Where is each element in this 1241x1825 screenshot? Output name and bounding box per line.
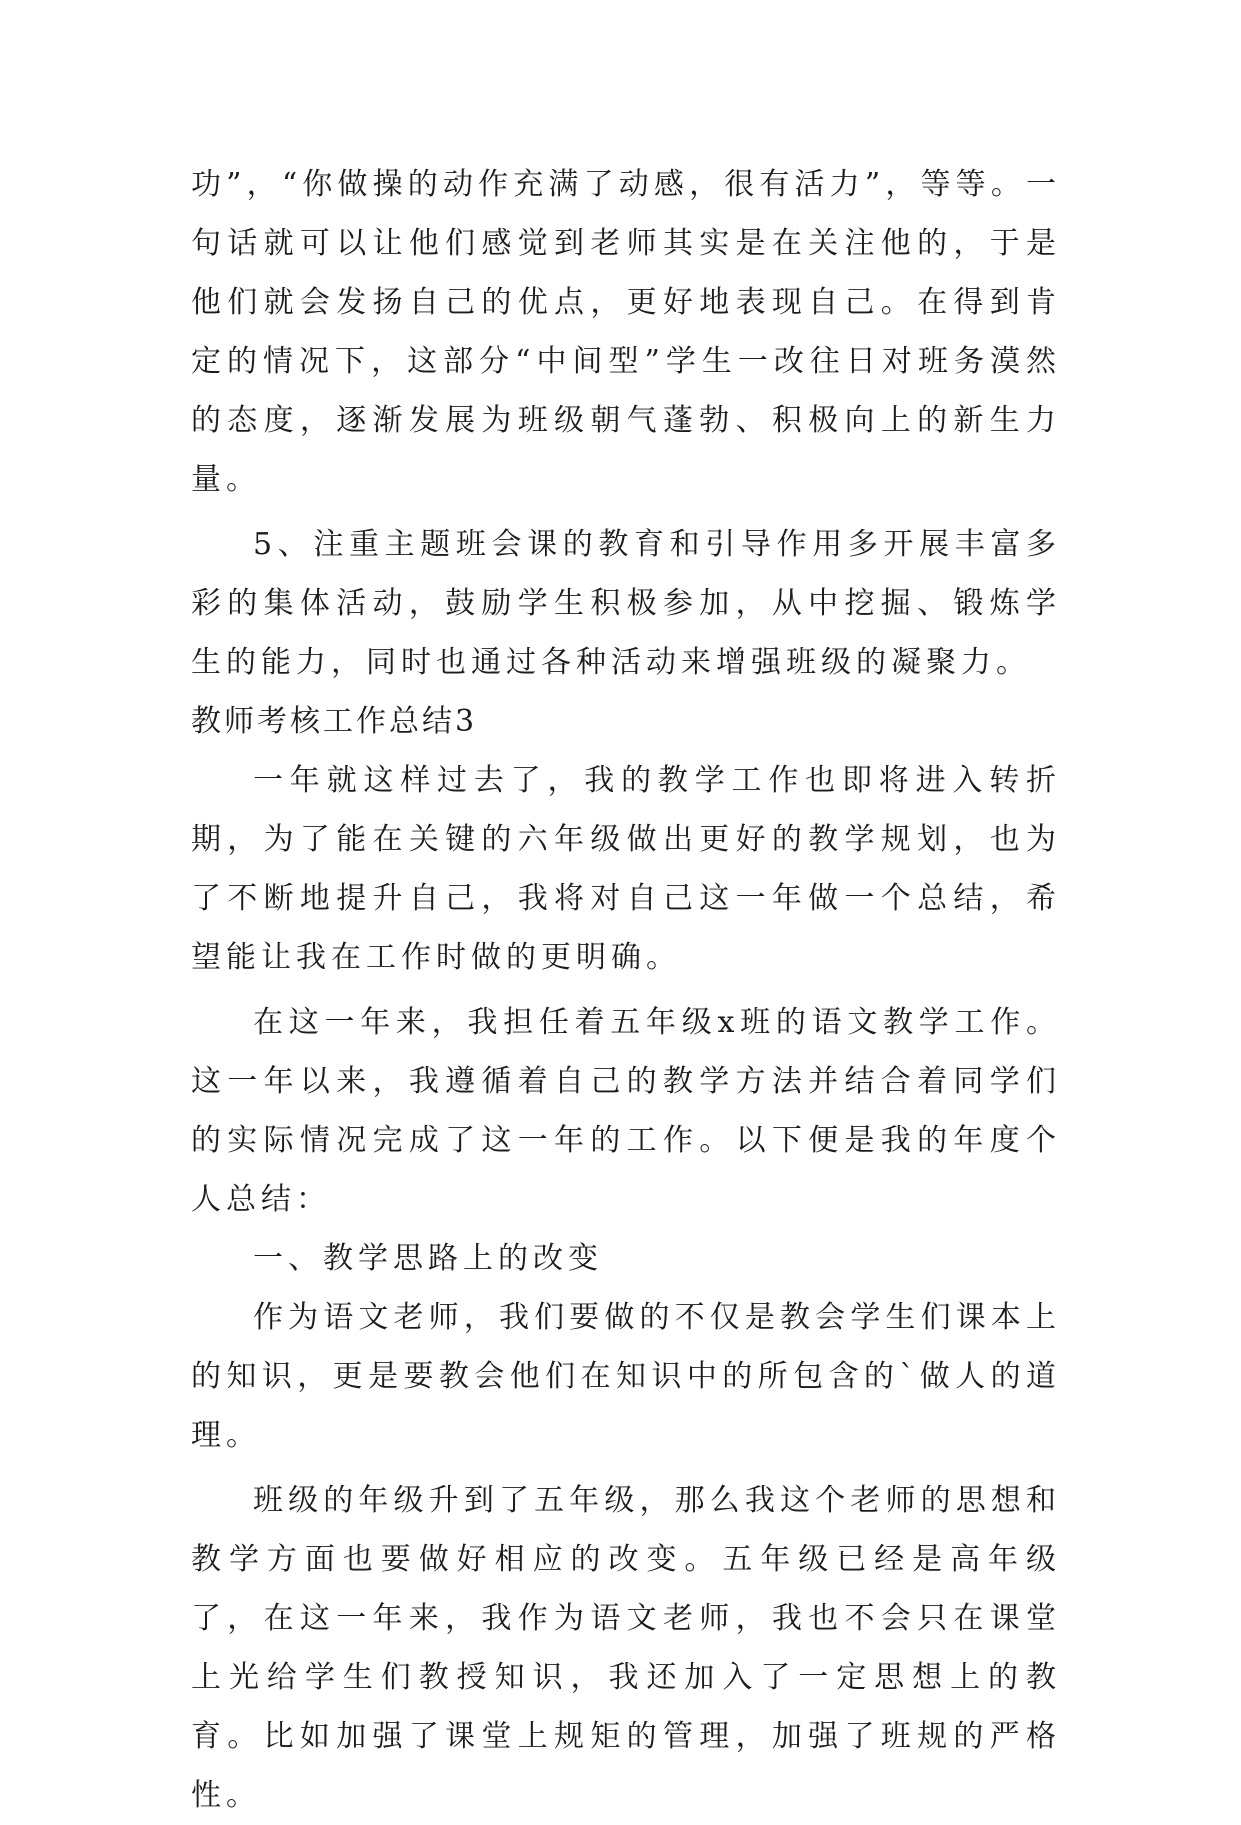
paragraph-role: 在这一年来，我担任着五年级x班的语文教学工作。这一年以来，我遵循着自己的教学方法并结合着同学们的实际情况完成了这一年的工作。以下便是我的年度个人总结： — [191, 1005, 1061, 1217]
paragraph-praise-continuation: 功”，“你做操的动作充满了动感，很有活力”，等等。一句话就可以让他们感觉到老师其实是在关注他的，于是他们就会发扬自己的优点，更好地表现自己。在得到肯定的情况下，这部分“中间型”学生一改往日对班务漠然的态度，逐渐发展为班级朝气蓬勃、积极向上的新生力量。 — [191, 167, 1061, 497]
paragraph-grade-change: 班级的年级升到了五年级，那么我这个老师的思想和教学方面也要做好相应的改变。五年级已经是高年级了，在这一年来，我作为语文老师，我也不会只在课堂上光给学生们教授知识，我还加入了一定思想上的教育。比如加强了课堂上规矩的管理，加强了班规的严格性。 — [191, 1483, 1061, 1813]
section-title: 教师考核工作总结3 — [191, 704, 478, 739]
paragraph-intro: 一年就这样过去了，我的教学工作也即将进入转折期，为了能在关键的六年级做出更好的教学规划，也为了不断地提升自己，我将对自己这一年做一个总结，希望能让我在工作时做的更明确。 — [191, 763, 1061, 975]
subheading-teaching-approach: 一、教学思路上的改变 — [253, 1241, 603, 1276]
paragraph-teacher-duty: 作为语文老师，我们要做的不仅是教会学生们课本上的知识，更是要教会他们在知识中的所包含的`做人的道理。 — [191, 1300, 1061, 1453]
document-page — [191, 155, 1061, 1825]
paragraph-point-5: 5、注重主题班会课的教育和引导作用多开展丰富多彩的集体活动，鼓励学生积极参加，从中挖掘、锻炼学生的能力，同时也通过各种活动来增强班级的凝聚力。 — [191, 527, 1061, 680]
